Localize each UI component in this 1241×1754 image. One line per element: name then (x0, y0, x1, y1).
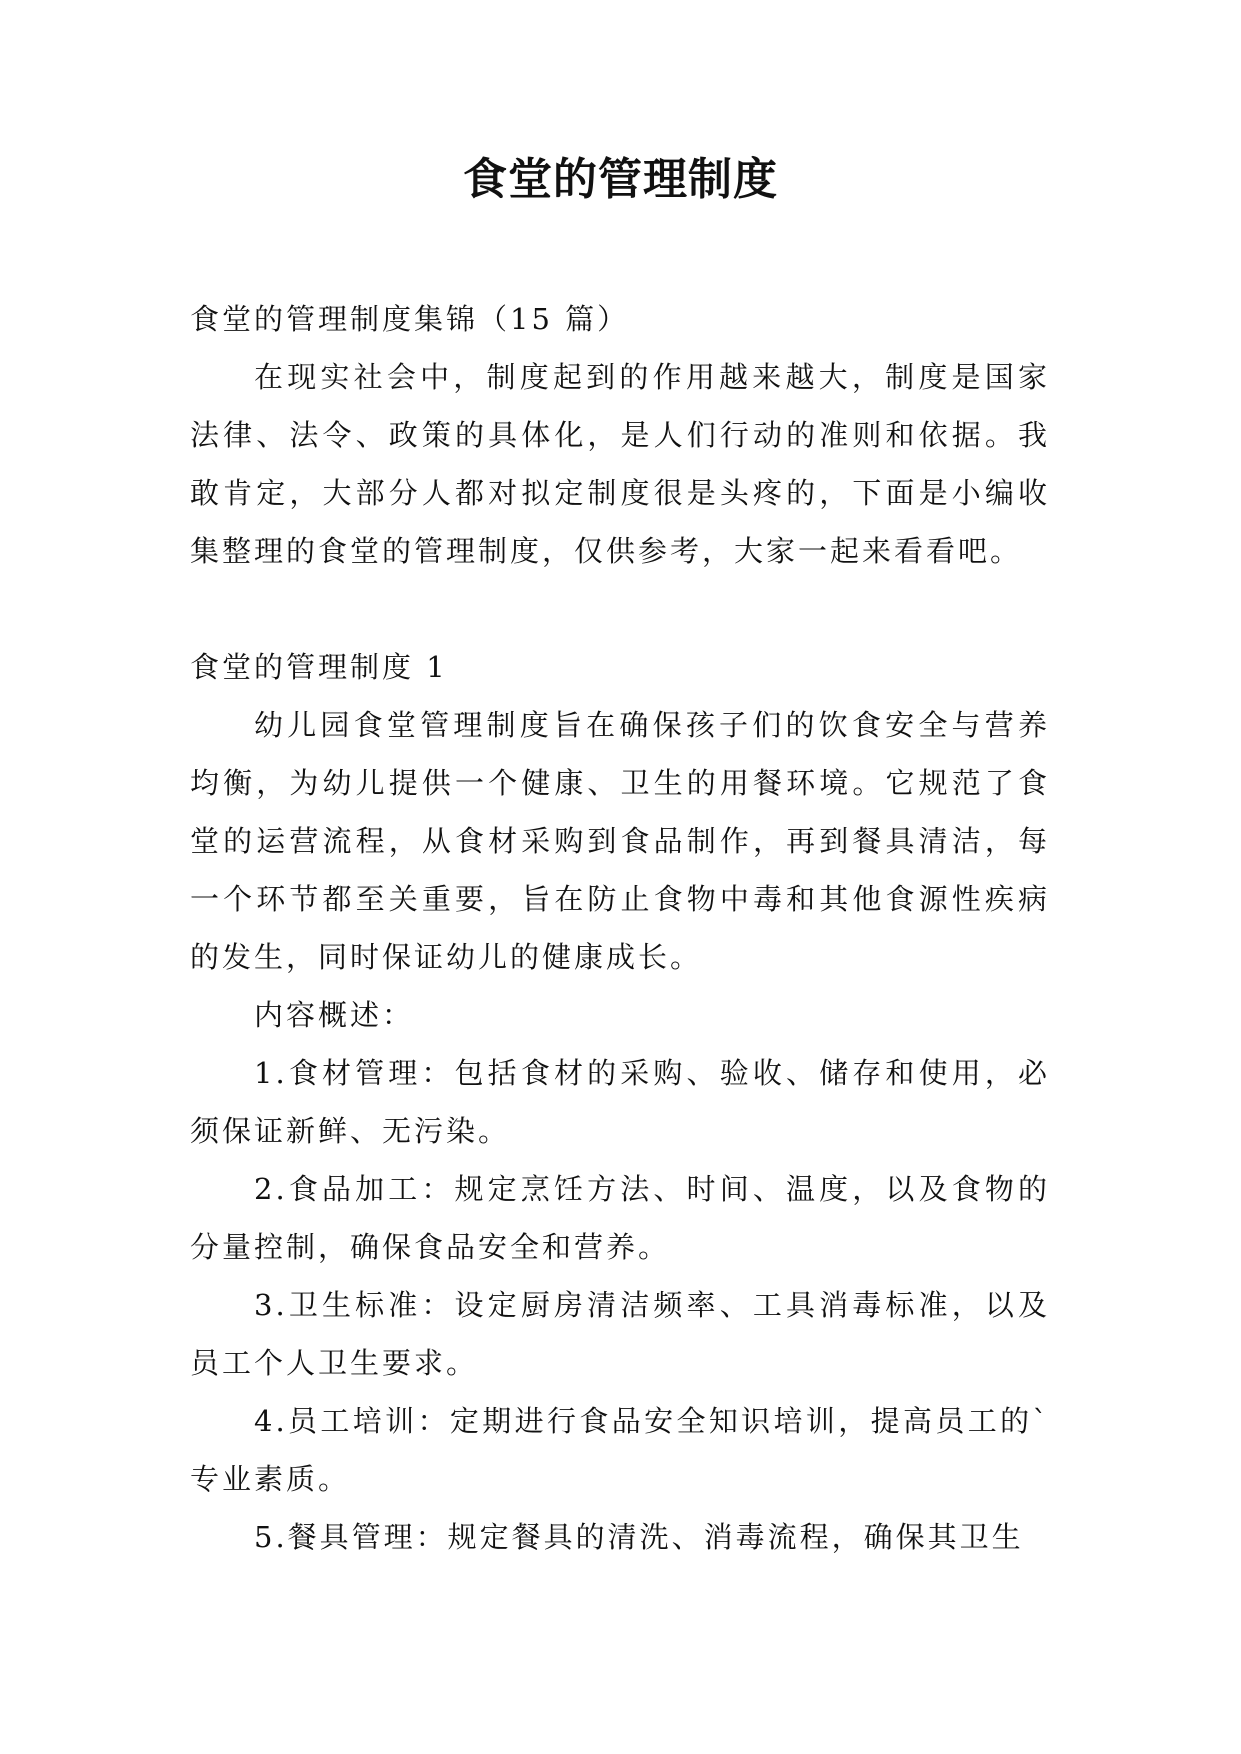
list-item: 5.餐具管理：规定餐具的清洗、消毒流程，确保其卫生 (254, 1520, 1024, 1554)
section-1-paragraph: 幼儿园食堂管理制度旨在确保孩子们的饮食安全与营养均衡，为幼儿提供一个健康、卫生的用餐环境。它规范了食堂的运营流程，从食材采购到食品制作，再到餐具清洁，每一个环节都至关重要，旨在防止食物中毒和其他食源性疾病的发生，同时保证幼儿的健康成长。 (190, 708, 1050, 974)
intro-paragraph: 在现实社会中，制度起到的作用越来越大，制度是国家法律、法令、政策的具体化，是人们行动的准则和依据。我敢肯定，大部分人都对拟定制度很是头疼的，下面是小编收集整理的食堂的管理制度，仅供参考，大家一起来看看吧。 (190, 360, 1050, 568)
document-title: 食堂的管理制度 (463, 154, 778, 205)
overview-label: 内容概述： (254, 998, 415, 1032)
document-body (190, 290, 1050, 1566)
list-item: 3.卫生标准：设定厨房清洁频率、工具消毒标准，以及员工个人卫生要求。 (190, 1288, 1050, 1380)
section-spacer (190, 580, 1050, 638)
list-item: 4.员工培训：定期进行食品安全知识培训，提高员工的`专业素质。 (190, 1404, 1050, 1496)
list-item: 2.食品加工：规定烹饪方法、时间、温度，以及食物的分量控制，确保食品安全和营养。 (190, 1172, 1050, 1264)
collection-heading: 食堂的管理制度集锦（15 篇） (190, 302, 630, 336)
list-item: 1.食材管理：包括食材的采购、验收、储存和使用，必须保证新鲜、无污染。 (190, 1056, 1050, 1148)
section-1-heading: 食堂的管理制度 1 (190, 650, 448, 684)
